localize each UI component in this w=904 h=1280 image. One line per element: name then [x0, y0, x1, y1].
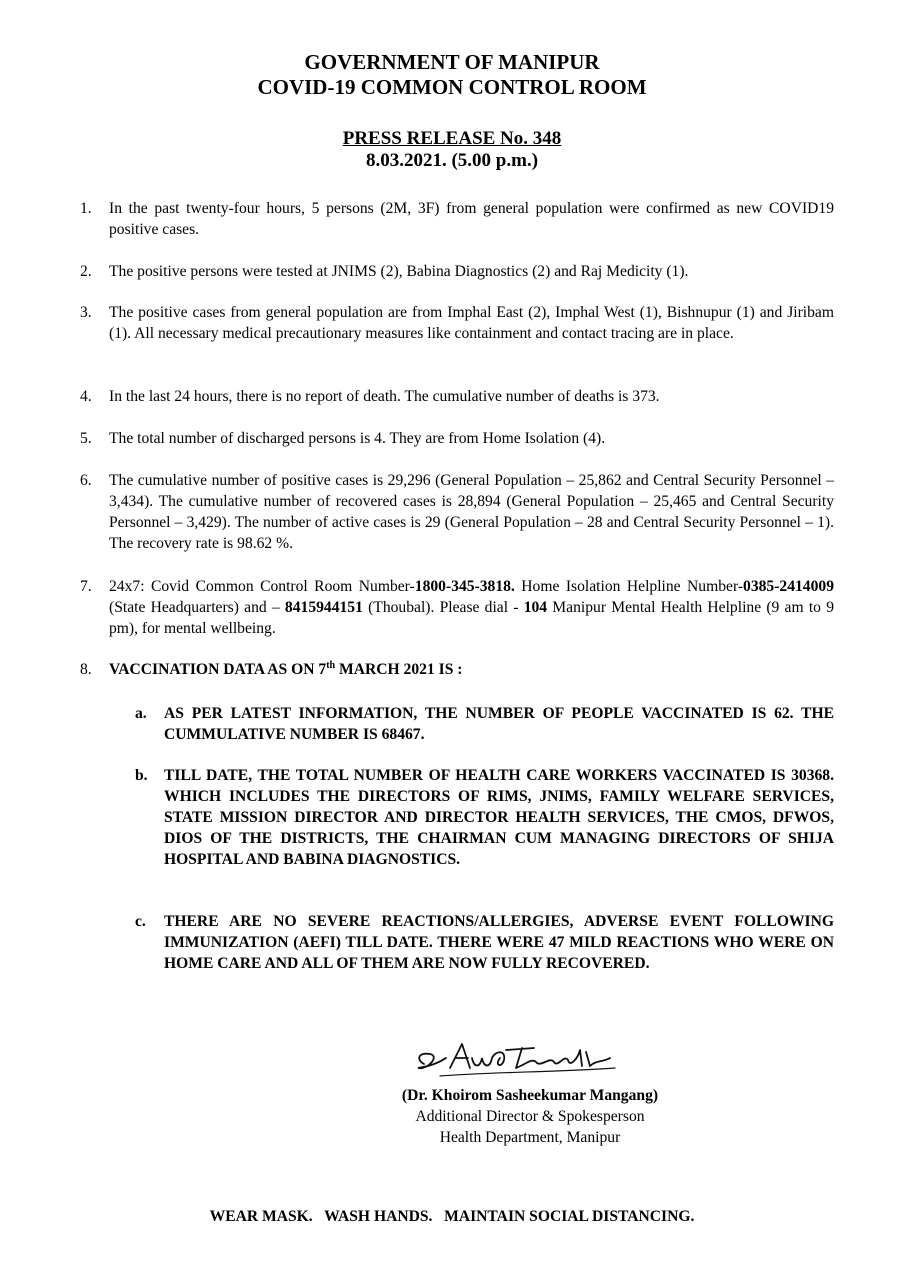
- item-number: 6.: [80, 472, 92, 489]
- item-number: 4.: [80, 388, 92, 405]
- item-letter: a.: [135, 705, 147, 722]
- document-header: [0, 50, 904, 100]
- control-room-title: COVID-19 COMMON CONTROL ROOM: [257, 75, 647, 99]
- item-number: 2.: [80, 263, 92, 280]
- helpline-text-part: 24x7: Covid Common Control Room Number-: [109, 578, 415, 595]
- list-item-6: [80, 470, 834, 554]
- safety-slogan: WEAR MASK. WASH HANDS. MAINTAIN SOCIAL DISTANCING.: [209, 1208, 695, 1225]
- control-room-number: 1800-345-3818.: [414, 578, 515, 595]
- helpline-text-part: Home Isolation Helpline Number-: [514, 578, 744, 595]
- helpline-text-part: (State Headquarters) and –: [109, 599, 285, 616]
- release-number: PRESS RELEASE No. 348: [342, 128, 562, 149]
- vaccination-text: THERE ARE NO SEVERE REACTIONS/ALLERGIES, ADVERSE EVENT FOLLOWING IMMUNIZATION (AEFI) TILL DATE. THERE WERE 47 MILD REACTIONS WHO WERE ON HOME CARE AND ALL OF THEM ARE NOW FULLY RECOVERED.: [164, 913, 834, 972]
- handwritten-signature: [410, 1036, 630, 1084]
- item-letter: c.: [135, 913, 146, 930]
- vaccination-item-c: [135, 911, 834, 974]
- helpline-text: [109, 576, 834, 639]
- list-item-5: [80, 428, 834, 449]
- signatory-name: (Dr. Khoirom Sasheekumar Mangang): [401, 1087, 659, 1104]
- helpline-text-part: Manipur Mental Health Helpline (9 am to 9 pm), for mental wellbeing.: [109, 599, 834, 637]
- item-text: The positive cases from general population are from Imphal East (2), Imphal West (1), Bishnupur (1) and Jiribam (1). All necessary medical precautionary measures like containment and contact tracing are in place.: [109, 304, 834, 342]
- signature-block: [300, 1085, 760, 1148]
- vaccination-heading-text: VACCINATION DATA AS ON 7: [109, 661, 327, 678]
- item-number: 5.: [80, 430, 92, 447]
- item-number: 8.: [80, 661, 92, 678]
- item-number: 7.: [80, 578, 92, 595]
- release-date: 8.03.2021. (5.00 p.m.): [365, 150, 539, 171]
- helpline-text-part: (Thoubal). Please dial -: [362, 599, 524, 616]
- release-heading: [0, 128, 904, 172]
- item-text: In the past twenty-four hours, 5 persons (2M, 3F) from general population were confirmed as new COVID19 positive cases.: [109, 200, 834, 238]
- item-text: The total number of discharged persons is 4. They are from Home Isolation (4).: [109, 430, 606, 447]
- government-title: GOVERNMENT OF MANIPUR: [304, 50, 600, 74]
- date-ordinal: th: [326, 659, 336, 671]
- vaccination-heading: [109, 659, 834, 680]
- vaccination-text: AS PER LATEST INFORMATION, THE NUMBER OF PEOPLE VACCINATED IS 62. THE CUMMULATIVE NUMBER IS 68467.: [164, 705, 834, 743]
- thoubal-number: 8415944151: [284, 599, 363, 616]
- list-item-8: [80, 659, 834, 680]
- item-text: The cumulative number of positive cases is 29,296 (General Population – 25,862 and Central Security Personnel – 3,434). The cumulative number of recovered cases is 28,894 (General Population – 25,465 and Central Security Personnel – 3,429). The number of active cases is 29 (General Population – 28 and Central Security Personnel – 1). The recovery rate is 98.62 %.: [109, 472, 834, 552]
- vaccination-item-b: [135, 765, 834, 870]
- item-number: 1.: [80, 200, 92, 217]
- item-letter: b.: [135, 767, 148, 784]
- signatory-title: Additional Director & Spokesperson: [415, 1108, 645, 1125]
- item-text: In the last 24 hours, there is no report of death. The cumulative number of deaths is 373.: [109, 388, 660, 405]
- signatory-department: Health Department, Manipur: [439, 1129, 621, 1146]
- home-isolation-number: 0385-2414009: [743, 578, 834, 595]
- vaccination-heading-text: MARCH 2021 IS :: [335, 661, 463, 678]
- list-item-7: [80, 576, 834, 639]
- list-item-4: [80, 386, 834, 407]
- vaccination-item-a: [135, 703, 834, 745]
- list-item-1: [80, 198, 834, 240]
- item-text: The positive persons were tested at JNIMS (2), Babina Diagnostics (2) and Raj Medicity (1).: [109, 263, 689, 280]
- mental-health-number: 104: [523, 599, 548, 616]
- vaccination-text: TILL DATE, THE TOTAL NUMBER OF HEALTH CARE WORKERS VACCINATED IS 30368. WHICH INCLUDES THE DIRECTORS OF RIMS, JNIMS, FAMILY WELFARE SERVICES, STATE MISSION DIRECTOR AND DIRECTOR HEALTH SERVICES, THE CMOS, DFWOS, DIOS OF THE DISTRICTS, THE CHAIRMAN CUM MANAGING DIRECTORS OF SHIJA HOSPITAL AND BABINA DIAGNOSTICS.: [164, 767, 834, 868]
- list-item-3: [80, 302, 834, 344]
- list-item-2: [80, 261, 834, 282]
- item-number: 3.: [80, 304, 92, 321]
